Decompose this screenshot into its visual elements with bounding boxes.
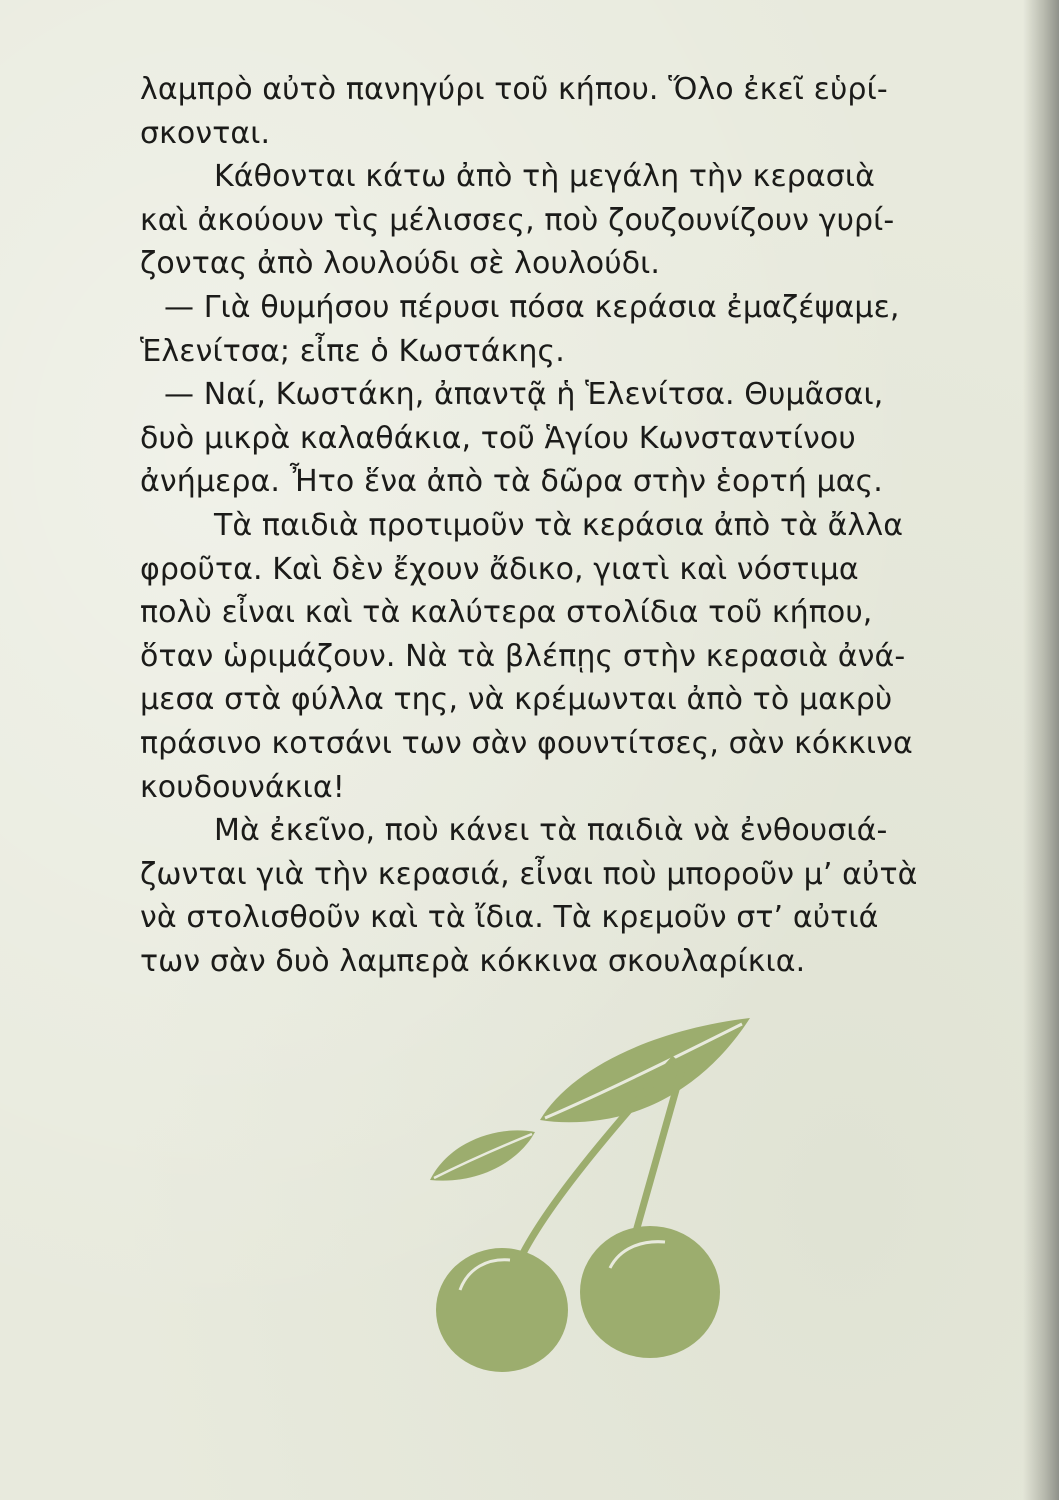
text-line: κουδουνάκια!: [140, 769, 345, 805]
text-line: νὰ στολισθοῦν καὶ τὰ ἴδια. Τὰ κρεμοῦν στ’ αὐτιά: [140, 900, 879, 936]
text-line: πολὺ εἶναι καὶ τὰ καλύτερα στολίδια τοῦ κήπου,: [140, 595, 873, 631]
text-line: των σὰν δυὸ λαμπερὰ κόκκινα σκουλαρίκια.: [140, 943, 806, 979]
paragraph-start: Μὰ ἐκεῖνο, ποὺ κάνει τὰ παιδιὰ νὰ ἐνθουσιά-: [214, 813, 888, 849]
text-line: δυὸ μικρὰ καλαθάκια, τοῦ Ἁγίου Κωνσταντίνου: [140, 420, 856, 456]
paragraph-start: Κάθονται κάτω ἀπὸ τὴ μεγάλη τὴν κερασιὰ: [214, 159, 876, 195]
text-line: λαμπρὸ αὐτὸ πανηγύρι τοῦ κήπου. Ὅλο ἐκεῖ εὑρί-: [140, 72, 888, 107]
text-line: πράσινο κοτσάνι των σὰν φουντίτσες, σὰν κόκκινα: [140, 725, 913, 761]
cherries-icon: [420, 1010, 770, 1380]
text-line: ζοντας ἀπὸ λουλούδι σὲ λουλούδι.: [140, 246, 661, 282]
dialogue-line: — Γιὰ θυμήσου πέρυσι πόσα κεράσια ἐμαζέψαμε,: [164, 289, 900, 325]
dialogue-line: — Ναί, Κωστάκη, ἀπαντᾷ ἡ Ἑλενίτσα. Θυμᾶσαι,: [164, 377, 884, 413]
text-line: φροῦτα. Καὶ δὲν ἔχουν ἄδικο, γιατὶ καὶ νόστιμα: [140, 551, 859, 587]
text-line: ἀνήμερα. Ἦτο ἕνα ἀπὸ τὰ δῶρα στὴν ἑορτή μας.: [140, 464, 883, 500]
text-line: μεσα στὰ φύλλα της, νὰ κρέμωνται ἀπὸ τὸ μακρὺ: [140, 682, 893, 718]
page-edge-shadow: [1023, 0, 1059, 1500]
text-line: καὶ ἀκούουν τὶς μέλισσες, ποὺ ζουζουνίζουν γυρί-: [140, 202, 895, 238]
text-line: Ἑλενίτσα; εἶπε ὁ Κωστάκης.: [140, 333, 565, 369]
text-line: ζωνται γιὰ τὴν κερασιά, εἶναι ποὺ μποροῦν μ’ αὐτὰ: [140, 856, 918, 892]
text-line: ὅταν ὡριμάζουν. Νὰ τὰ βλέπῃς στὴν κερασιὰ ἀνά-: [140, 638, 906, 674]
body-text: [140, 68, 1000, 983]
text-line: σκονται.: [140, 115, 271, 151]
paragraph-start: Τὰ παιδιὰ προτιμοῦν τὰ κεράσια ἀπὸ τὰ ἄλλα: [214, 507, 904, 543]
